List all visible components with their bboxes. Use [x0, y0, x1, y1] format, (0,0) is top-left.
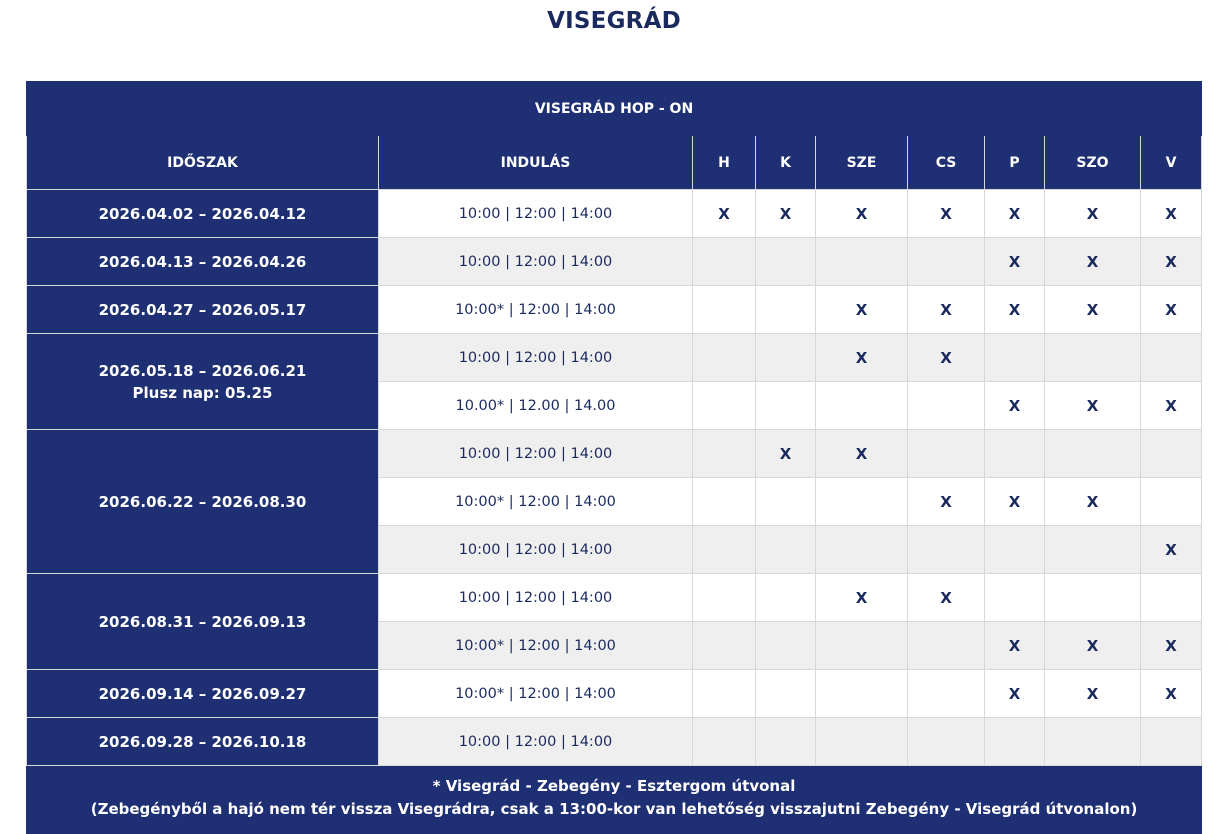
table-row	[27, 334, 1202, 382]
day-mark: X	[908, 286, 985, 334]
departure-times: 10:00* | 12:00 | 14:00	[379, 670, 693, 718]
table-row	[27, 286, 1202, 334]
day-cell	[693, 238, 756, 286]
departure-times: 10:00 | 12:00 | 14:00	[379, 430, 693, 478]
header-departure: INDULÁS	[379, 136, 693, 190]
day-mark: X	[985, 478, 1045, 526]
header-row	[27, 136, 1202, 190]
day-mark: X	[1141, 382, 1202, 430]
day-mark: X	[985, 238, 1045, 286]
day-mark: X	[1045, 238, 1141, 286]
day-mark: X	[816, 574, 908, 622]
period-cell	[27, 286, 379, 334]
day-cell	[756, 478, 816, 526]
period-extra-note: Plusz nap: 05.25	[132, 383, 273, 402]
day-cell	[693, 430, 756, 478]
header-day-k: K	[756, 136, 816, 190]
day-cell	[816, 478, 908, 526]
schedule-table	[26, 81, 1202, 834]
day-cell	[816, 622, 908, 670]
day-cell	[985, 718, 1045, 766]
day-cell	[908, 430, 985, 478]
page-title: VISEGRÁD	[547, 8, 681, 34]
period-label: 2026.06.22 – 2026.08.30	[98, 492, 307, 511]
day-cell	[756, 718, 816, 766]
day-cell	[816, 238, 908, 286]
day-cell	[816, 718, 908, 766]
day-mark: X	[1045, 670, 1141, 718]
day-cell	[1141, 334, 1202, 382]
day-cell	[693, 286, 756, 334]
day-cell	[1141, 718, 1202, 766]
day-mark: X	[985, 670, 1045, 718]
departure-times: 10:00 | 12:00 | 14:00	[379, 718, 693, 766]
day-mark: X	[1141, 238, 1202, 286]
table-row	[27, 190, 1202, 238]
departure-times: 10:00 | 12:00 | 14:00	[379, 334, 693, 382]
table-row	[27, 238, 1202, 286]
day-cell	[693, 382, 756, 430]
period-label: 2026.04.27 – 2026.05.17	[98, 300, 307, 319]
departure-times: 10:00* | 12:00 | 14:00	[379, 286, 693, 334]
day-cell	[693, 334, 756, 382]
period-cell	[27, 190, 379, 238]
day-mark: X	[1141, 526, 1202, 574]
day-cell	[756, 526, 816, 574]
day-cell	[1045, 718, 1141, 766]
day-cell	[816, 382, 908, 430]
period-label: 2026.04.13 – 2026.04.26	[98, 252, 307, 271]
day-mark: X	[1045, 382, 1141, 430]
day-cell	[693, 478, 756, 526]
day-mark: X	[1141, 286, 1202, 334]
day-mark: X	[693, 190, 756, 238]
day-cell	[1141, 478, 1202, 526]
day-cell	[693, 718, 756, 766]
day-cell	[908, 382, 985, 430]
footnote-line-2: (Zebegényből a hajó nem tér vissza Visegrádra, csak a 13:00-kor van lehetőség visszajutni Zebegény - Visegrád útvonalon)	[90, 800, 1138, 818]
day-mark: X	[816, 334, 908, 382]
period-cell	[27, 430, 379, 574]
day-cell	[1045, 430, 1141, 478]
day-cell	[1141, 430, 1202, 478]
day-cell	[693, 670, 756, 718]
footnote-row	[27, 766, 1202, 834]
footnote	[27, 766, 1202, 834]
day-mark: X	[985, 622, 1045, 670]
day-mark: X	[1045, 622, 1141, 670]
table-row	[27, 574, 1202, 622]
day-cell	[693, 622, 756, 670]
day-mark: X	[908, 574, 985, 622]
day-cell	[756, 334, 816, 382]
day-mark: X	[756, 190, 816, 238]
period-label: 2026.09.14 – 2026.09.27	[98, 684, 307, 703]
day-cell	[908, 238, 985, 286]
day-mark: X	[816, 286, 908, 334]
day-mark: X	[1141, 622, 1202, 670]
day-cell	[985, 430, 1045, 478]
header-day-szo: SZO	[1045, 136, 1141, 190]
table-row	[27, 670, 1202, 718]
day-cell	[816, 670, 908, 718]
day-cell	[1045, 574, 1141, 622]
departure-times: 10:00 | 12:00 | 14:00	[379, 190, 693, 238]
day-cell	[693, 574, 756, 622]
day-cell	[908, 718, 985, 766]
day-mark: X	[908, 478, 985, 526]
day-cell	[756, 670, 816, 718]
day-mark: X	[756, 430, 816, 478]
day-mark: X	[985, 286, 1045, 334]
header-day-p: P	[985, 136, 1045, 190]
period-label: 2026.04.02 – 2026.04.12	[98, 204, 307, 223]
caption-row	[27, 82, 1202, 136]
header-day-cs: CS	[908, 136, 985, 190]
table-caption: VISEGRÁD HOP - ON	[27, 82, 1202, 136]
day-cell	[756, 622, 816, 670]
departure-times: 10:00* | 12:00 | 14:00	[379, 478, 693, 526]
departure-times: 10.00* | 12.00 | 14.00	[379, 382, 693, 430]
table-row	[27, 718, 1202, 766]
day-cell	[1045, 526, 1141, 574]
day-cell	[756, 574, 816, 622]
period-label: 2026.05.18 – 2026.06.21	[98, 361, 307, 380]
day-mark: X	[816, 190, 908, 238]
departure-times: 10:00 | 12:00 | 14:00	[379, 574, 693, 622]
day-mark: X	[908, 334, 985, 382]
day-cell	[756, 238, 816, 286]
day-mark: X	[985, 382, 1045, 430]
day-mark: X	[1141, 670, 1202, 718]
day-cell	[985, 526, 1045, 574]
footnote-line-1: * Visegrád - Zebegény - Esztergom útvonal	[432, 777, 796, 795]
day-cell	[816, 526, 908, 574]
day-cell	[1141, 574, 1202, 622]
day-mark: X	[985, 190, 1045, 238]
schedule-body	[27, 190, 1202, 766]
day-cell	[985, 574, 1045, 622]
header-period: IDŐSZAK	[27, 136, 379, 190]
day-cell	[1045, 334, 1141, 382]
day-cell	[693, 526, 756, 574]
period-cell	[27, 670, 379, 718]
day-cell	[908, 526, 985, 574]
period-cell	[27, 238, 379, 286]
period-label: 2026.08.31 – 2026.09.13	[98, 612, 307, 631]
day-cell	[756, 286, 816, 334]
day-mark: X	[816, 430, 908, 478]
day-mark: X	[908, 190, 985, 238]
departure-times: 10:00* | 12:00 | 14:00	[379, 622, 693, 670]
day-mark: X	[1141, 190, 1202, 238]
day-mark: X	[1045, 190, 1141, 238]
header-day-sze: SZE	[816, 136, 908, 190]
header-day-v: V	[1141, 136, 1202, 190]
day-cell	[756, 382, 816, 430]
day-cell	[908, 670, 985, 718]
header-day-h: H	[693, 136, 756, 190]
day-cell	[985, 334, 1045, 382]
day-cell	[908, 622, 985, 670]
period-label: 2026.09.28 – 2026.10.18	[98, 732, 307, 751]
table-row	[27, 430, 1202, 478]
departure-times: 10:00 | 12:00 | 14:00	[379, 238, 693, 286]
period-cell	[27, 574, 379, 670]
day-mark: X	[1045, 478, 1141, 526]
period-cell	[27, 334, 379, 430]
departure-times: 10:00 | 12:00 | 14:00	[379, 526, 693, 574]
day-mark: X	[1045, 286, 1141, 334]
period-cell	[27, 718, 379, 766]
